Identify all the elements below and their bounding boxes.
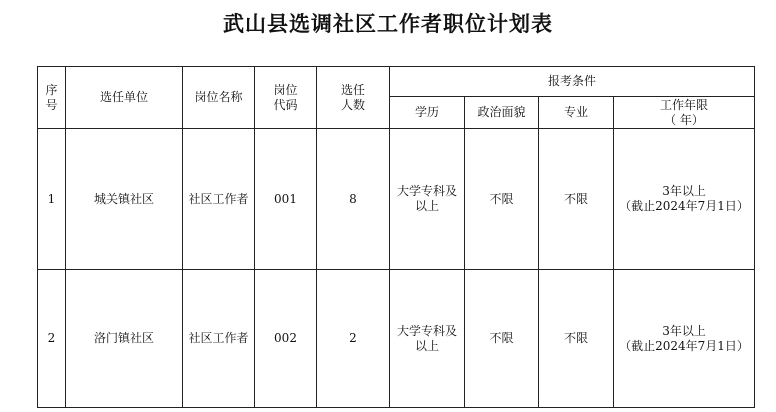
position-plan-table — [37, 66, 755, 408]
header-years — [614, 97, 755, 129]
header-years-line1: 工作年限 — [660, 97, 709, 112]
row-code: 001 — [255, 129, 317, 270]
row-years — [614, 129, 755, 270]
row-count: 8 — [317, 129, 390, 270]
row-major: 不限 — [539, 270, 614, 408]
table-row — [38, 270, 755, 408]
row-seq: 1 — [38, 129, 66, 270]
row-position-name: 社区工作者 — [183, 129, 255, 270]
table-row — [38, 129, 755, 270]
row-political: 不限 — [465, 270, 539, 408]
row-code: 002 — [255, 270, 317, 408]
row-position-name: 社区工作者 — [183, 270, 255, 408]
header-count — [317, 67, 390, 129]
header-conditions: 报考条件 — [390, 67, 755, 97]
header-political: 政治面貌 — [465, 97, 539, 129]
header-position-name: 岗位名称 — [183, 67, 255, 129]
header-code-line1: 岗位 — [273, 82, 298, 97]
header-seq-line2: 号 — [45, 97, 58, 112]
header-count-line1: 选任 — [340, 82, 365, 97]
header-years-line2: （ 年） — [664, 112, 704, 127]
header-seq — [38, 67, 66, 129]
row-years — [614, 270, 755, 408]
row-count: 2 — [317, 270, 390, 408]
row-education — [390, 129, 465, 270]
header-education: 学历 — [390, 97, 465, 129]
row-years-line1: 3年以上 — [662, 184, 706, 198]
header-row-1 — [38, 67, 755, 97]
header-code-line2: 代码 — [273, 97, 298, 112]
header-unit: 选任单位 — [66, 67, 183, 129]
row-years-line2: （截止2024年7月1日） — [619, 338, 749, 353]
row-unit: 洛门镇社区 — [66, 270, 183, 408]
header-seq-line1: 序 — [45, 82, 58, 97]
page-title: 武山县选调社区工作者职位计划表 — [223, 12, 553, 36]
header-major: 专业 — [539, 97, 614, 129]
row-unit: 城关镇社区 — [66, 129, 183, 270]
row-years-line1: 3年以上 — [662, 323, 706, 338]
row-seq: 2 — [38, 270, 66, 408]
row-political: 不限 — [465, 129, 539, 270]
row-education-line2: 以上 — [414, 338, 439, 353]
row-major: 不限 — [539, 129, 614, 270]
row-education-line2: 以上 — [414, 199, 439, 213]
row-education-line1: 大学专科及 — [396, 184, 457, 198]
row-years-line2: （截止2024年7月1日） — [619, 199, 749, 213]
row-education-line1: 大学专科及 — [396, 323, 457, 338]
header-count-line2: 人数 — [340, 97, 365, 112]
row-education — [390, 270, 465, 408]
header-code — [255, 67, 317, 129]
